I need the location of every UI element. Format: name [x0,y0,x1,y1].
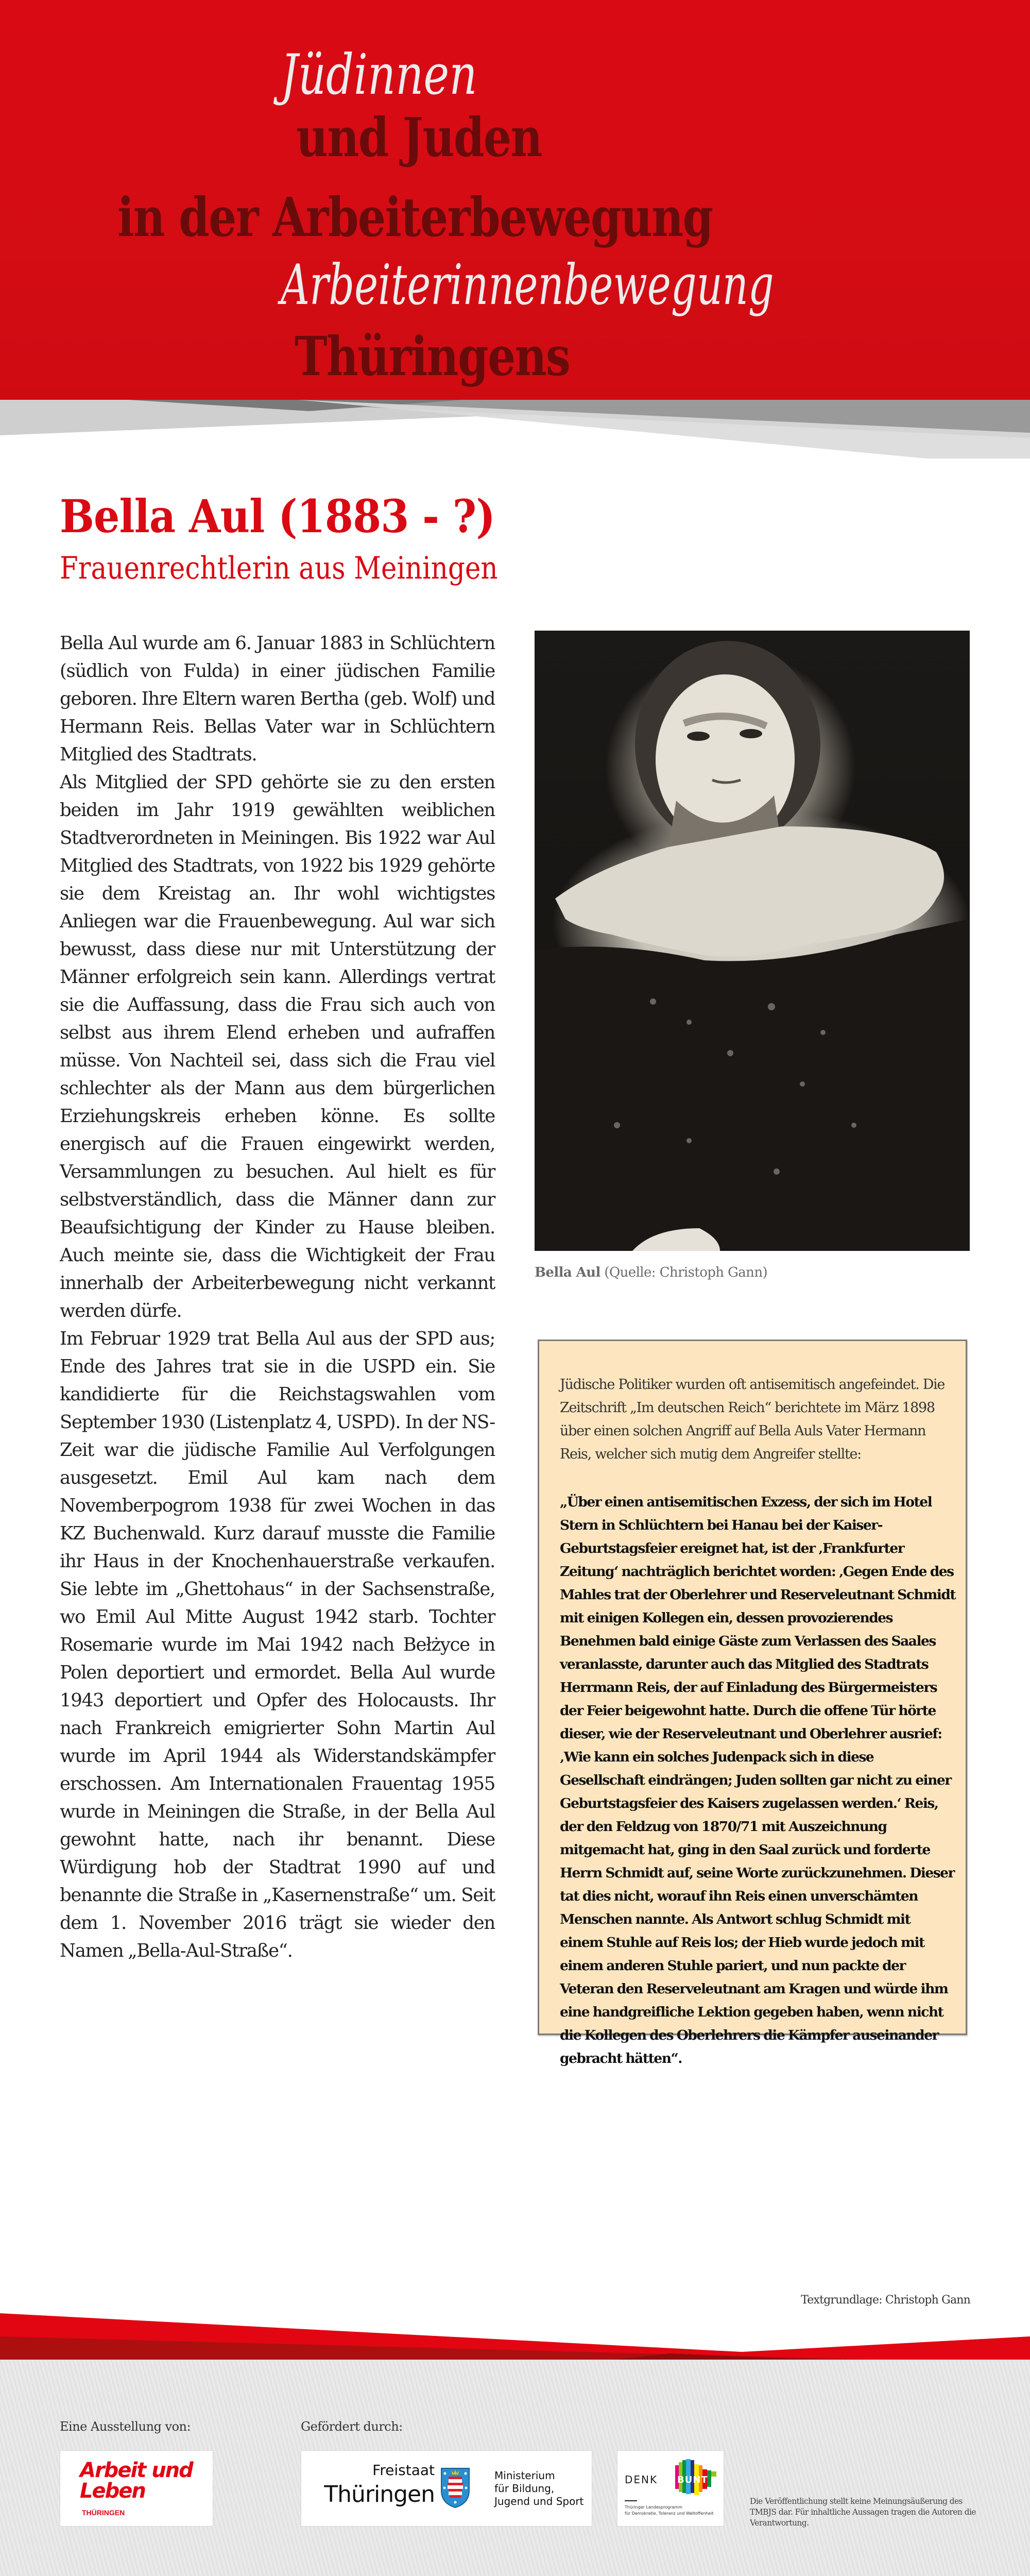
title-script-1: Jüdinnen [281,43,477,107]
infobox-intro: Jüdische Politiker wurden oft antisemitisch angefeindet. Die Zeitschrift „Im deutschen Reich“ berichtete im März 1898 über einen solchen Angriff auf Bella Auls Vater Hermann Reis, welcher sich mutig dem Angreifer stellte: [560,1377,945,1462]
funded-label: Gefördert durch: [301,2419,403,2434]
title-script-2: Arbeiterinnenbewegung [281,253,774,317]
photo-caption [535,1265,767,1280]
ministry-text: Ministerium für Bildung, Jugend und Sport [494,2469,584,2507]
biography-paragraph: Im Februar 1929 trat Bella Aul aus der SPD aus; Ende des Jahres trat sie in die USPD ein. Sie kandidierte für die Reichstagswahlen vom September 1930 (Listenplatz 4, USPD). In der NS-Zeit war die jüdische Familie Aul Verfolgungen ausgesetzt. Emil Aul kam nach dem Novemberpogrom 1938 für zwei Wochen in das KZ Buchenwald. Kurz darauf musste die Familie ihr Haus in der Knochenhauerstraße verkaufen. Sie lebte im „Ghettohaus“ in der Sachsenstraße, wo Emil Aul Mitte August 1942 starb. Tochter Rosemarie wurde im Mai 1942 nach Bełżyce in Polen deportiert und ermordet. Bella Aul wurde 1943 deportiert und Opfer des Holocausts. Ihr nach Frankreich emigrierter Sohn Martin Aul wurde im April 1944 als Widerstandskämpfer erschossen. Am Internationalen Frauentag 1955 wurde in Meiningen die Straße, in der Bella Aul gewohnt hatte, nach ihr benannt. Diese Würdigung hob der Stadtrat 1990 auf und benannte die Straße in „Kasernenstraße“ um. Seit dem 1. November 2016 trägt sie wieder den Namen „Bella-Aul-Straße“. [60,1328,495,1961]
biography-paragraph: Bella Aul wurde am 6. Januar 1883 in Schlüchtern (südlich von Fulda) in einer jüdischen Familie geboren. Ihre Eltern waren Bertha (geb. Wolf) und Hermann Reis. Bellas Vater war in Schlüchtern Mitglied des Stadtrats. [60,633,495,765]
quote-infobox [538,1340,967,2066]
freistaat-thueringen-logo[interactable] [301,2450,592,2527]
title-line-2: in der Arbeiterbewegung [117,185,713,249]
text-credit: Textgrundlage: Christoph Gann [801,2294,970,2307]
bunt-text: BUNT [677,2475,708,2485]
portrait-photo [535,631,970,1251]
thueringen-text: Thüringen [324,2481,435,2507]
person-subtitle: Frauenrechtlerin aus Meiningen [60,550,498,586]
exhibition-label: Eine Ausstellung von: [60,2419,191,2434]
footer-wave-decoration [0,2308,1030,2362]
denk-bunt-subtitle: Thüringer Landesprogramm für Demokratie, Toleranz und Weltoffenheit [625,2505,714,2516]
infobox-quote: „Über einen antisemitischen Exzess, der sich im Hotel Stern in Schlüchtern bei Hanau bei der Kaiser-Geburtstagsfeier ereignet hat, ist der ‚Frankfurter Zeitung‘ nachträglich berichtet worden: ‚Gegen Ende des Mahles trat der Oberlehrer und Reserveleutnant Schmidt mit einigen Kollegen ein, dessen provozierendes Benehmen bald einige Gäste zum Verlassen des Saales veranlasste, darunter auch das Mitglied des Stadtrats Herrmann Reis, der auf Einladung des Bürgermeisters der Feier beigewohnt hatte. Durch die offene Tür hörte dieser, wie der Reserveleutnant und Oberlehrer ausrief: ‚Wie kann ein solches Judenpack sich in diese Gesellschaft eindrängen; Juden sollten gar nicht zu einer Geburtstagsfeier des Kaisers zugelassen werden.‘ Reis, der den Feldzug von 1870/71 mit Auszeichnung mitgemacht hat, ging in den Saal zurück und forderte Herrn Schmidt auf, seine Worte zurückzunehmen. Dieser tat dies nicht, worauf ihn Reis einen unverschämten Menschen nannte. Als Antwort schlug Schmidt mit einem Stuhle auf Reis los; der Hieb wurde jedoch mit einem anderen Stuhle pariert, und nun packte der Veteran den Reserveleutnant am Kragen und würde ihm eine handgreifliche Lektion gegeben haben, wenn nicht die Kollegen des Oberlehrers die Kämpfer auseinander gebracht hätten“. [560,1494,956,2066]
thueringen-coat-of-arms-icon [440,2467,470,2509]
freistaat-text: Freistaat [372,2462,435,2479]
biography-text [60,630,495,1965]
title-line-1: und Juden [296,106,542,169]
biography-paragraph: Als Mitglied der SPD gehörte sie zu den ersten beiden im Jahr 1919 gewählten weiblichen Stadtverordneten in Meiningen. Bis 1922 war Aul Mitglied des Stadtrats, von 1922 bis 1929 gehörte sie dem Kreistag an. Ihr wohl wichtigstes Anliegen war die Frauenbewegung. Aul war sich bewusst, dass diese nur mit Unterstützung der Männer erfolgreich sein kann. Allerdings vertrat sie die Auffassung, dass die Frau sich auch von selbst aus ihrem Elend erheben und aufraffen müsse. Von Nachteil sei, dass sich die Frau viel schlechter als der Mann aus dem bürgerlichen Erziehungskreis erheben könne. Es sollte energisch auf die Frauen eingewirkt werden, Versammlungen zu besuchen. Aul hielt es für selbstverständlich, dass die Männer dann zur Beaufsichtigung der Kinder zu Hause bleiben. Auch meinte sie, dass die Wichtigkeit der Frau innerhalb der Arbeiterbewegung nicht verkannt werden dürfe. [60,772,495,1321]
denk-text: DENK [625,2473,658,2486]
caption-name: Bella Aul [535,1265,600,1280]
denk-bunt-logo[interactable] [617,2450,724,2527]
person-name-heading: Bella Aul (1883 - ?) [60,489,495,543]
title-line-3: Thüringens [295,325,570,388]
caption-source: (Quelle: Christoph Gann) [600,1265,768,1280]
disclaimer-text: Die Veröffentlichung stellt keine Meinungsäußerung des TMBJS dar. Für inhaltliche Aussagen tragen die Autoren die Verantwortung. [750,2497,976,2528]
arbeit-und-leben-region: THÜRINGEN [82,2509,125,2517]
arbeit-und-leben-logo[interactable] [60,2450,213,2527]
denk-bunt-divider [625,2500,637,2501]
arbeit-und-leben-wordmark: Arbeit und Leben [80,2459,193,2503]
header-wave-decoration [0,397,1030,459]
portrait-drawing [535,631,970,1251]
header-banner [0,0,1030,398]
